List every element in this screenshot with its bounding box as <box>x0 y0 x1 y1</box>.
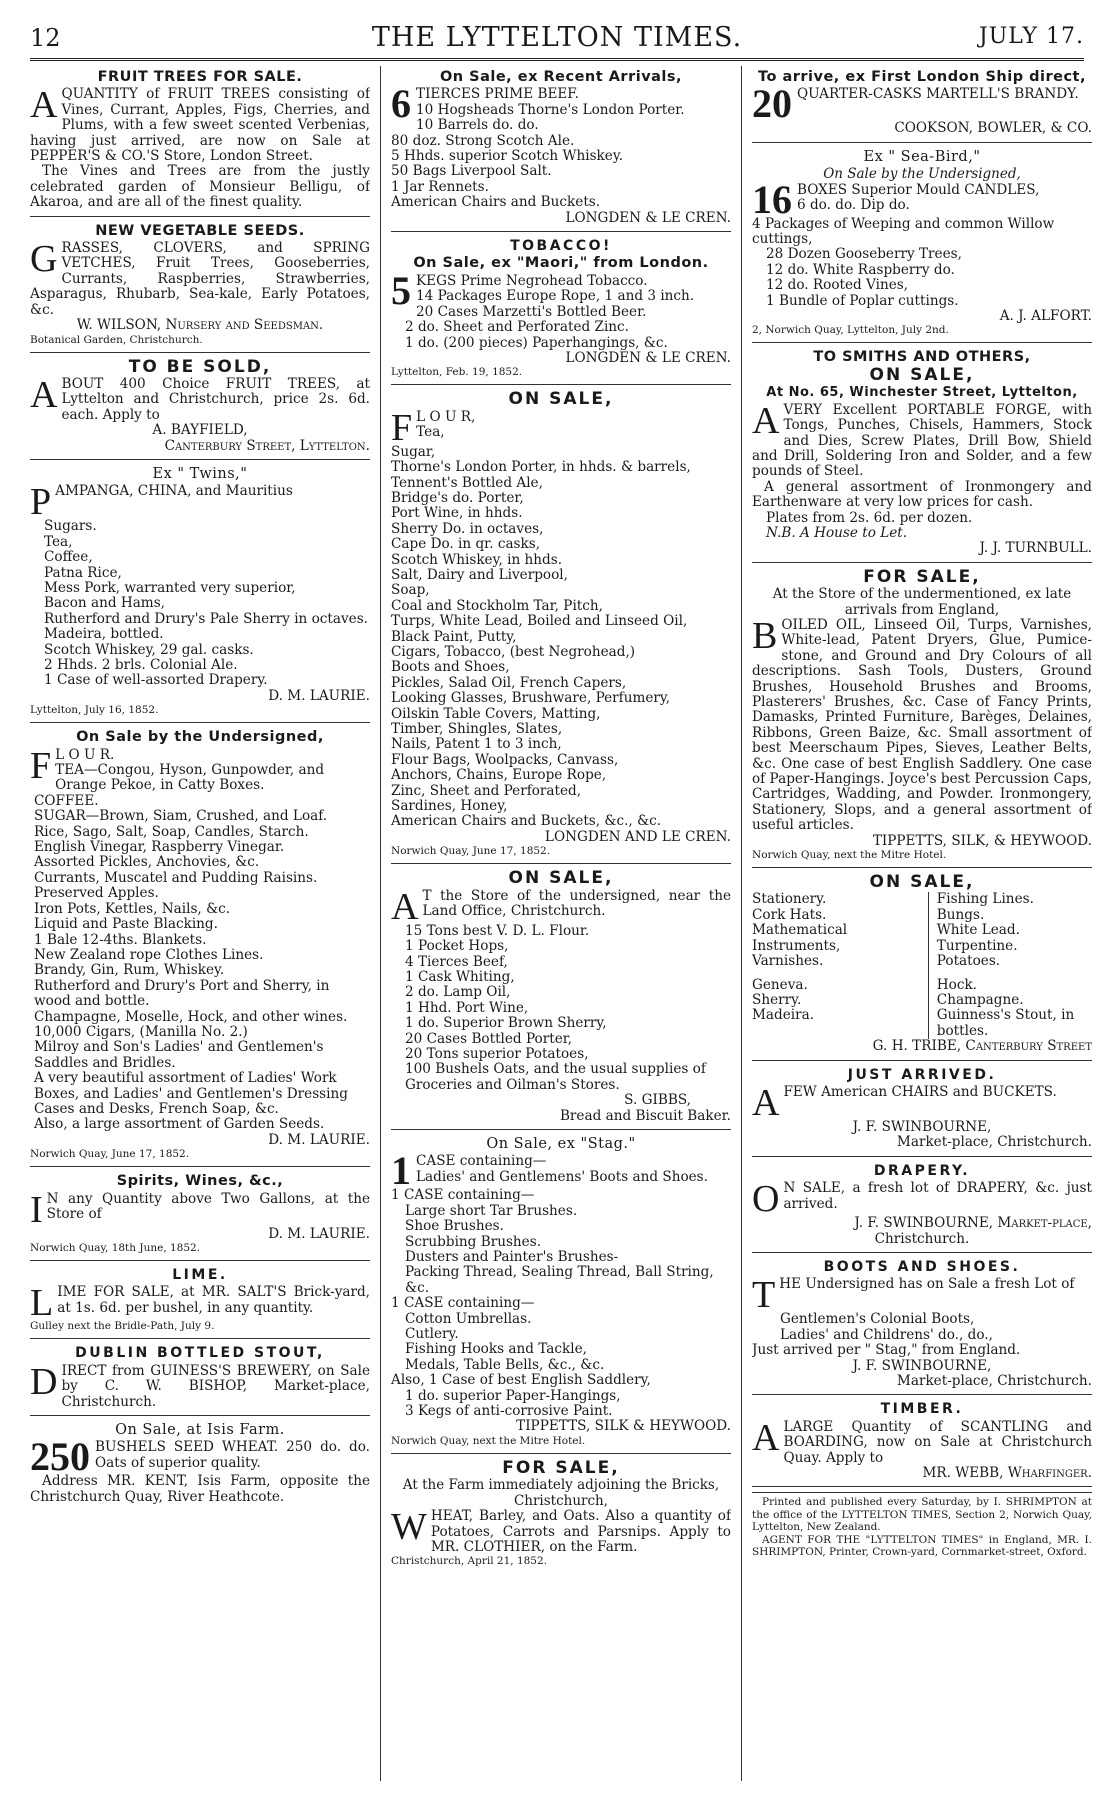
drop-cap: A <box>30 373 58 416</box>
ad-signature: LONGDEN AND LE CREN. <box>544 828 731 845</box>
ad-body: QUARTER-CASKS MARTELL'S BRANDY. <box>797 86 1079 103</box>
list-item: Geneva. <box>752 976 808 993</box>
list-item: Iron Pots, Kettles, Nails, &c. <box>34 900 231 917</box>
list-item: 1 do. superior Paper-Hangings, <box>405 1387 621 1404</box>
ad-dublin-stout <box>30 1344 370 1416</box>
list-item: 1 Jar Rennets. <box>391 178 489 195</box>
list-item: Mathematical Instruments, <box>752 922 848 954</box>
list-item: Varnishes. <box>752 953 824 970</box>
list-item: Coal and Stockholm Tar, Pitch, <box>391 597 603 614</box>
list-item: Potatoes. <box>936 953 1001 970</box>
ad-heading: On Sale, at Isis Farm. <box>115 1422 285 1439</box>
list-item: TEA—Congou, Hyson, Gunpowder, and Orange Pekoe, in Catty Boxes. <box>55 762 325 794</box>
ad-body: KEGS Prime Negrohead Tobacco. <box>416 272 648 289</box>
ad-body: IME FOR SALE, at MR. SALT'S Brick-yard, at 1s. 6d. per bushel, in any quantity. <box>57 1284 370 1316</box>
ad-spirits-wines <box>30 1172 370 1261</box>
masthead <box>30 14 1084 58</box>
ad-heading: FOR SALE, <box>863 566 981 587</box>
ad-heading: DUBLIN BOTTLED STOUT, <box>75 1345 325 1362</box>
ad-isis-farm <box>30 1421 370 1510</box>
list-item: Fishing Hooks and Tackle, <box>405 1341 587 1358</box>
ad-signature: J. J. TURNBULL. <box>979 540 1092 557</box>
list-item: American Chairs and Buckets. <box>391 194 601 211</box>
ad-body: AMPANGA, CHINA, and Mauritius <box>55 483 293 500</box>
ad-heading: TO SMITHS AND OTHERS, <box>813 349 1031 366</box>
drop-cap: T <box>752 1274 776 1317</box>
ad-heading: FOR SALE, <box>502 1457 620 1478</box>
ad-body: T the Store of the undersigned, near the Land Office, Christchurch. <box>422 887 731 920</box>
list-item: Preserved Apples. <box>34 885 159 902</box>
drop-cap: F <box>30 744 52 787</box>
ad-heading: TIMBER. <box>880 1401 964 1418</box>
list-item: Sugars. <box>44 518 97 535</box>
drop-cap: D <box>30 1360 58 1403</box>
ad-number: 5 <box>391 267 411 313</box>
ad-number: 20 <box>752 81 792 127</box>
ad-date: Christchurch, April 21, 1852. <box>391 1555 547 1568</box>
ad-signature: D. M. LAURIE. <box>268 1131 370 1148</box>
ad-number: 6 <box>391 81 411 127</box>
page-number: 12 <box>30 24 61 52</box>
list-item: Patna Rice, <box>44 564 122 581</box>
list-item: Currants, Muscatel and Pudding Raisins. <box>34 869 318 886</box>
list-item: 10 Hogsheads Thorne's London Porter. <box>416 101 685 118</box>
list-item: 3 Kegs of anti-corrosive Paint. <box>405 1403 613 1420</box>
ad-address: Christchurch. <box>874 1230 970 1247</box>
ad-address: Norwich Quay, next the Mitre Hotel. <box>752 849 947 862</box>
list-item: Dusters and Painter's Brushes- <box>405 1249 619 1265</box>
list-item: Timber, Shingles, Slates, <box>391 721 563 738</box>
list-item: New Zealand rope Clothes Lines. <box>34 946 264 963</box>
list-item: 1 do. (200 pieces) Paperhangings, &c. <box>405 334 668 351</box>
list-item: Madeira, bottled. <box>44 626 164 643</box>
list-item: Tea, <box>416 424 445 441</box>
list-item: Turpentine. <box>936 937 1018 954</box>
ad-ex-stag <box>391 1135 731 1454</box>
ad-body: N SALE, a fresh lot of DRAPERY, &c. just arrived. <box>783 1180 1092 1212</box>
list-item: 2 Hhds. 2 brls. Colonial Ale. <box>44 657 238 673</box>
list-item: Ladies' and Gentlemens' Boots and Shoes. <box>416 1168 708 1185</box>
list-item: 6 do. do. Dip do. <box>797 197 910 214</box>
list-item: Gentlemen's Colonial Boots, <box>780 1311 975 1328</box>
ad-body: RASSES, CLOVERS, and SPRING VETCHES, Fruit Trees, Gooseberries, Currants, Raspberries, Strawberries, Asparagus, Rhubarb, Sea-kale, Early Potatoes, &c. <box>30 240 370 318</box>
list-item: Flour Bags, Woolpacks, Canvass, <box>391 751 619 768</box>
list-item: Also, a large assortment of Garden Seeds. <box>34 1116 325 1133</box>
ad-farm-for-sale <box>391 1459 731 1573</box>
ad-number: 1 <box>391 1148 411 1194</box>
list-item: Large short Tar Brushes. <box>405 1202 578 1219</box>
ad-lime <box>30 1266 370 1339</box>
column-divider <box>380 66 381 1781</box>
ad-body: LARGE Quantity of SCANTLING and BOARDING, now on Sale at Christchurch Quay. Apply to <box>783 1418 1092 1466</box>
list-item: Bridge's do. Porter, <box>391 489 524 506</box>
list-item: 14 Packages Europe Rope, 1 and 3 inch. <box>416 288 695 305</box>
list-item: 2 do. Sheet and Perforated Zinc. <box>405 319 629 336</box>
ad-date: Lyttelton, July 16, 1852. <box>30 704 159 717</box>
ad-heading: ON SALE, <box>508 868 614 889</box>
list-item: 1 Bundle of Poplar cuttings. <box>766 292 959 309</box>
list-item: 10 Barrels do. do. <box>416 117 539 134</box>
ad-tobacco <box>391 237 731 385</box>
list-item: Boots and Shoes, <box>391 659 510 676</box>
list-item: Soap, <box>391 582 430 599</box>
list-item: 1 Cask Whiting, <box>405 968 515 985</box>
ad-body: L O U R. <box>55 746 115 763</box>
ad-heading-secondary: ON SALE, <box>869 364 975 385</box>
ad-heading: TO BE SOLD, <box>128 356 272 377</box>
ad-subheading: On Sale by the Undersigned, <box>823 166 1021 183</box>
ad-subheading: At the Store of the undermentioned, ex late arrivals from England, <box>772 586 1072 618</box>
ad-signature: J. F. SWINBOURNE, Market-place, <box>854 1215 1092 1232</box>
printer-imprint <box>752 1492 1092 1559</box>
list-item: 1 do. Superior Brown Sherry, <box>405 1015 607 1032</box>
list-item: Assorted Pickles, Anchovies, &c. <box>34 854 260 871</box>
ad-tribe-on-sale <box>752 873 1092 1060</box>
ad-body: BOUT 400 Choice FRUIT TREES, at Lyttelton and Christchurch, price 2s. 6d. each. Apply to <box>61 375 370 423</box>
ad-date: Norwich Quay, 18th June, 1852. <box>30 1242 201 1254</box>
list-item: Mess Pork, warranted very superior, <box>44 579 296 596</box>
ad-body: A general assortment of Ironmongery and Earthenware at very low prices for cash. <box>752 478 1092 511</box>
ad-on-sale-gibbs <box>391 869 731 1130</box>
ad-just-arrived <box>752 1066 1092 1157</box>
list-item: Pickles, Salad Oil, French Capers, <box>391 674 627 691</box>
list-item: Thorne's London Porter, in hhds. & barrels, <box>391 459 691 476</box>
ad-signature: TIPPETTS, SILK, & HEYWOOD. <box>872 832 1092 849</box>
ad-signature: TIPPETTS, SILK & HEYWOOD. <box>516 1418 731 1435</box>
list-item: Sardines, Honey, <box>391 798 508 815</box>
list-item: 5 Hhds. superior Scotch Whiskey. <box>391 148 624 165</box>
list-item: Scotch Whiskey, in hhds. <box>391 551 563 568</box>
ad-heading: ON SALE, <box>869 872 975 893</box>
ad-date: 2, Norwich Quay, Lyttelton, July 2nd. <box>752 324 949 337</box>
ad-body: IRECT from GUINESS'S BREWERY, on Sale by C. W. BISHOP, Market-place, Christchurch. <box>61 1362 370 1410</box>
masthead-rule <box>30 58 1084 61</box>
list-item: 80 doz. Strong Scotch Ale. <box>391 132 575 149</box>
ad-for-sale-oils <box>752 568 1092 868</box>
list-item: Looking Glasses, Brushware, Perfumery, <box>391 690 671 707</box>
list-item: 2 do. Lamp Oil, <box>405 984 511 1001</box>
list-item: Scrubbing Brushes. <box>405 1233 542 1250</box>
list-item: Cork Hats. <box>752 906 827 923</box>
drop-cap: A <box>391 885 419 928</box>
ad-martells-brandy <box>752 68 1092 143</box>
ad-signature: D. M. LAURIE. <box>268 1225 370 1242</box>
newspaper-title: THE LYTTELTON TIMES. <box>371 22 743 53</box>
list-item: Coffee, <box>44 549 93 566</box>
ad-heading: ON SALE, <box>508 389 614 410</box>
ad-number: 16 <box>752 176 792 222</box>
column-divider <box>741 66 742 1781</box>
list-item: Stationery. <box>752 891 827 908</box>
ad-body: HEAT, Barley, and Oats. Also a quantity of Potatoes, Carrots and Parsnips. Apply to MR. CLOTHIER, on the Farm. <box>430 1508 731 1555</box>
ad-signature: A. J. ALFORT. <box>999 308 1092 325</box>
ad-on-sale-flour <box>391 390 731 864</box>
ad-heading: On Sale, ex "Stag." <box>486 1135 636 1152</box>
ad-signature: LONGDEN & LE CREN. <box>565 209 731 226</box>
list-item: Fishing Lines. <box>936 891 1034 908</box>
ad-heading: On Sale by the Undersigned, <box>76 729 324 746</box>
list-item: Brandy, Gin, Rum, Whiskey. <box>34 962 225 979</box>
ad-body: BUSHELS SEED WHEAT. 250 do. do. Oats of superior quality. <box>95 1439 370 1471</box>
list-item: Nails, Patent 1 to 3 inch, <box>391 736 562 753</box>
ad-signature: S. GIBBS, <box>624 1092 691 1109</box>
list-item: 4 Tierces Beef, <box>405 953 508 970</box>
ad-heading: JUST ARRIVED. <box>847 1066 997 1083</box>
list-item: 12 do. Rooted Vines, <box>766 277 909 294</box>
list-item: American Chairs and Buckets, &c., &c. <box>391 813 662 830</box>
list-item: 100 Bushels Oats, and the usual supplies of Groceries and Oilman's Stores. <box>405 1061 706 1093</box>
ad-heading: Ex " Twins," <box>152 465 248 482</box>
ad-date: Lyttelton, Feb. 19, 1852. <box>391 366 523 379</box>
list-item: Shoe Brushes. <box>405 1218 504 1235</box>
ad-address: Botanical Garden, Christchurch. <box>30 333 203 346</box>
list-item: A very beautiful assortment of Ladies' Work Boxes, and Ladies' and Gentlemen's Dressing Cases and Desks, French Soap, &c. <box>34 1070 348 1117</box>
drop-cap: W <box>391 1506 427 1549</box>
list-item: 1 CASE containing— <box>391 1295 535 1312</box>
column-1 <box>30 68 370 1778</box>
ad-heading: LIME. <box>172 1267 228 1283</box>
ad-address: Canterbury Street, Lyttelton. <box>164 437 370 454</box>
list-item: 20 Cases Bottled Porter, <box>405 1030 573 1047</box>
drop-cap: B <box>752 614 778 657</box>
list-item: Turps, White Lead, Boiled and Linseed Oil, <box>391 613 688 630</box>
column-2 <box>391 68 731 1778</box>
ad-ex-twins <box>30 465 370 723</box>
list-item: Tea, <box>44 533 73 550</box>
ad-body: N.B. A House to Let. <box>766 524 908 541</box>
list-item: 1 CASE containing— <box>391 1187 535 1204</box>
list-item: Sugar, <box>391 443 436 460</box>
ad-signature: D. M. LAURIE. <box>268 687 370 704</box>
list-item: Cape Do. in qr. casks, <box>391 536 541 553</box>
list-item: Milroy and Son's Ladies' and Gentlemen's Saddles and Bridles. <box>34 1039 324 1071</box>
list-item: Bungs. <box>936 906 985 923</box>
ad-signature: MR. WEBB, Wharfinger. <box>922 1465 1092 1482</box>
ad-body: Address MR. KENT, Isis Farm, opposite the Christchurch Quay, River Heathcote. <box>30 1473 370 1505</box>
ad-fruit-trees <box>30 68 370 217</box>
ad-undersigned <box>30 728 370 1167</box>
imprint-line: AGENT FOR THE "LYTTELTON TIMES" in England, MR. I. SHRIMPTON, Printer, Crown-yard, Cornmarket-street, Oxford. <box>752 1533 1092 1559</box>
list-item: Rutherford and Drury's Pale Sherry in octaves. <box>44 610 369 627</box>
list-item: Cigars, Tobacco, (best Negrohead,) <box>391 644 636 660</box>
issue-date: JULY 17. <box>978 24 1084 49</box>
drop-cap: A <box>752 1081 780 1124</box>
list-item: 20 Cases Marzetti's Bottled Beer. <box>416 303 647 320</box>
ad-drapery <box>752 1162 1092 1253</box>
ad-heading: BOOTS AND SHOES. <box>823 1258 1021 1275</box>
ad-body: L O U R, <box>416 408 476 425</box>
list-item: Guinness's Stout, in bottles. <box>936 1007 1075 1039</box>
list-item: Hock. <box>936 976 978 993</box>
list-item: Bacon and Hams, <box>44 595 165 612</box>
list-item: Medals, Table Bells, &c., &c. <box>405 1356 605 1373</box>
ad-heading: TOBACCO! <box>510 238 612 255</box>
list-item: 12 do. White Raspberry do. <box>766 261 955 278</box>
list-item: 1 Hhd. Port Wine, <box>405 999 529 1016</box>
ad-signature: COOKSON, BOWLER, & CO. <box>894 120 1092 137</box>
ad-body: CASE containing— <box>416 1153 547 1170</box>
column-3 <box>752 68 1092 1778</box>
list-item: 20 Tons superior Potatoes, <box>405 1045 589 1062</box>
list-item: Sherry Do. in octaves, <box>391 520 544 537</box>
ad-address: Gulley next the Bridle-Path, July 9. <box>30 1320 215 1333</box>
list-item: 50 Bags Liverpool Salt. <box>391 163 552 180</box>
ad-body: VERY Excellent PORTABLE FORGE, with Tongs, Punches, Chisels, Hammers, Stock and Dies, Screw Plates, Drill Bow, Shield and Drill, Soldering Iron and Solder, and a few pounds of Steel. <box>752 401 1092 480</box>
list-item: Black Paint, Putty, <box>391 628 517 645</box>
list-item: Packing Thread, Sealing Thread, Ball String, &c. <box>405 1264 714 1296</box>
list-item: Salt, Dairy and Liverpool, <box>391 566 568 583</box>
list-item: Port Wine, in hhds. <box>391 505 523 522</box>
ad-number: 250 <box>30 1434 90 1480</box>
list-item: Madeira. <box>752 1007 815 1024</box>
drop-cap: P <box>30 481 52 524</box>
list-item: 10,000 Cigars, (Manilla No. 2.) <box>34 1023 248 1040</box>
list-item: Rutherford and Drury's Port and Sherry, in wood and bottle. <box>34 977 330 1010</box>
ad-timber <box>752 1400 1092 1487</box>
ad-to-be-sold <box>30 358 370 460</box>
ad-signature: G. H. TRIBE, Canterbury Street <box>872 1038 1092 1055</box>
ad-body: FEW American CHAIRS and BUCKETS. <box>783 1083 1057 1100</box>
ad-address: Norwich Quay, next the Mitre Hotel. <box>391 1434 586 1447</box>
ad-signature: J. F. SWINBOURNE, <box>852 1357 992 1374</box>
ad-body: TIERCES PRIME BEEF. <box>416 86 579 103</box>
ad-signature: J. F. SWINBOURNE, <box>852 1118 992 1135</box>
list-item: 15 Tons best V. D. L. Flour. <box>405 922 590 939</box>
ad-body: BOXES Superior Mould CANDLES, <box>797 181 1040 198</box>
list-item: Champagne, Moselle, Hock, and other wines. <box>34 1008 348 1025</box>
list-item: Zinc, Sheet and Perforated, <box>391 782 582 799</box>
ad-heading: FRUIT TREES FOR SALE. <box>97 69 303 85</box>
list-item: Sherry. <box>752 991 802 1008</box>
ad-signature: A. BAYFIELD, <box>152 422 248 439</box>
ad-subheading: At the Farm immediately adjoining the Bricks, Christchurch, <box>402 1477 720 1509</box>
list-item: White Lead. <box>936 922 1020 939</box>
list-item: Liquid and Paste Blacking. <box>34 916 218 933</box>
ad-body: The Vines and Trees are from the justly celebrated garden of Monsieur Belligu, of Akaroa, and are all of the finest quality. <box>30 163 370 211</box>
ad-heading: DRAPERY. <box>873 1162 971 1179</box>
ad-subheading: On Sale, ex "Maori," from London. <box>413 255 709 272</box>
drop-cap: F <box>391 406 413 449</box>
ad-signature: W. WILSON, Nursery and Seedsman. <box>76 317 324 334</box>
list-item: COFFEE. <box>34 792 99 809</box>
ad-body: HE Undersigned has on Sale a fresh Lot of <box>779 1276 1075 1293</box>
list-item: 28 Dozen Gooseberry Trees, <box>766 246 962 263</box>
list-item: 1 Pocket Hops, <box>405 938 509 955</box>
ad-boots-shoes <box>752 1258 1092 1395</box>
list-item: Champagne. <box>936 991 1024 1008</box>
list-item: Oilskin Table Covers, Matting, <box>391 705 601 722</box>
list-item: SUGAR—Brown, Siam, Crushed, and Loaf. <box>34 808 328 825</box>
list-item: Cotton Umbrellas. <box>405 1310 532 1327</box>
ad-smiths <box>752 348 1092 562</box>
ad-body: Plates from 2s. 6d. per dozen. <box>766 509 973 526</box>
ad-address: Market-place, Christchurch. <box>896 1134 1092 1151</box>
ad-heading: Ex " Sea-Bird," <box>863 148 981 165</box>
ad-sea-bird <box>752 148 1092 344</box>
list-item: Tennent's Bottled Ale, <box>391 474 543 491</box>
list-item: Cutlery. <box>405 1326 459 1343</box>
list-item: 1 Case of well-assorted Drapery. <box>44 672 268 689</box>
ad-heading: Spirits, Wines, &c., <box>116 1173 284 1190</box>
list-item: Rice, Sago, Salt, Soap, Candles, Starch. <box>34 823 309 840</box>
ad-body: QUANTITY of FRUIT TREES consisting of Vines, Currant, Apples, Figs, Cherries, and Plums, with a few sweet scented Verbenias, having just arrived, are now on Sale at PEPPER'S & CO.'S Store, London Street. <box>30 86 370 165</box>
ad-subheading: At No. 65, Winchester Street, Lyttelton, <box>766 385 1078 401</box>
drop-cap: I <box>30 1188 43 1231</box>
drop-cap: G <box>30 238 58 281</box>
imprint-line: Printed and published every Saturday, by I. SHRIMPTON at the office of the LYTTELTON TIMES, Section 2, Norwich Quay, Lyttelton, New Zealand. <box>752 1496 1092 1534</box>
list-item: English Vinegar, Raspberry Vinegar. <box>34 839 285 856</box>
drop-cap: A <box>752 1416 780 1459</box>
drop-cap: L <box>30 1282 54 1325</box>
ad-date: Norwich Quay, June 17, 1852. <box>30 1148 190 1161</box>
list-item: 4 Packages of Weeping and common Willow cuttings, <box>752 215 1055 248</box>
ad-recent-arrivals <box>391 68 731 232</box>
drop-cap: A <box>30 84 58 127</box>
list-item: Scotch Whiskey, 29 gal. casks. <box>44 641 254 658</box>
ad-date: Norwich Quay, June 17, 1852. <box>391 845 551 858</box>
list-item: Anchors, Chains, Europe Rope, <box>391 767 607 784</box>
ad-signature: LONGDEN & LE CREN. <box>565 349 731 366</box>
ad-heading: NEW VEGETABLE SEEDS. <box>95 222 305 239</box>
ad-heading: To arrive, ex First London Ship direct, <box>757 69 1086 85</box>
ad-address: Market-place, Christchurch. <box>896 1373 1092 1389</box>
ad-body: N any Quantity above Two Gallons, at the Store of <box>46 1190 370 1222</box>
ad-body: Just arrived per " Stag," from England. <box>752 1342 1021 1359</box>
ad-heading: On Sale, ex Recent Arrivals, <box>439 69 683 85</box>
ad-body: OILED OIL, Linseed Oil, Turps, Varnishes, White-lead, Patent Dryers, Glue, Pumice-stone, and Ground and Dry Colours of all descriptions. Sash Tools, Dusters, Ground Brushes, Household Brushes and Brooms, Plasterers' Brushes, &c. Case of Fancy Prints, Damasks, Printed Furniture, Barèges, Delaines, Ribbons, Green Baize, &c. Small assortment of best Meerschaum Pipes, Sieves, Leather Belts, &c. One case of best English Saddlery. One case of Paper-Hangings. Joyce's best Percussion Caps, Cartridges, Wadding, and Powder. Ironmongery, Stationery, Slops, and a general assortment of useful articles. <box>752 616 1092 834</box>
ad-vegetable-seeds <box>30 222 370 353</box>
list-item: Also, 1 Case of best English Saddlery, <box>391 1372 651 1389</box>
list-item: 1 Bale 12-4ths. Blankets. <box>34 931 207 948</box>
drop-cap: A <box>752 399 780 442</box>
list-item: Ladies' and Childrens' do., do., <box>780 1326 993 1343</box>
drop-cap: O <box>752 1178 780 1221</box>
ad-address: Bread and Biscuit Baker. <box>559 1107 731 1124</box>
